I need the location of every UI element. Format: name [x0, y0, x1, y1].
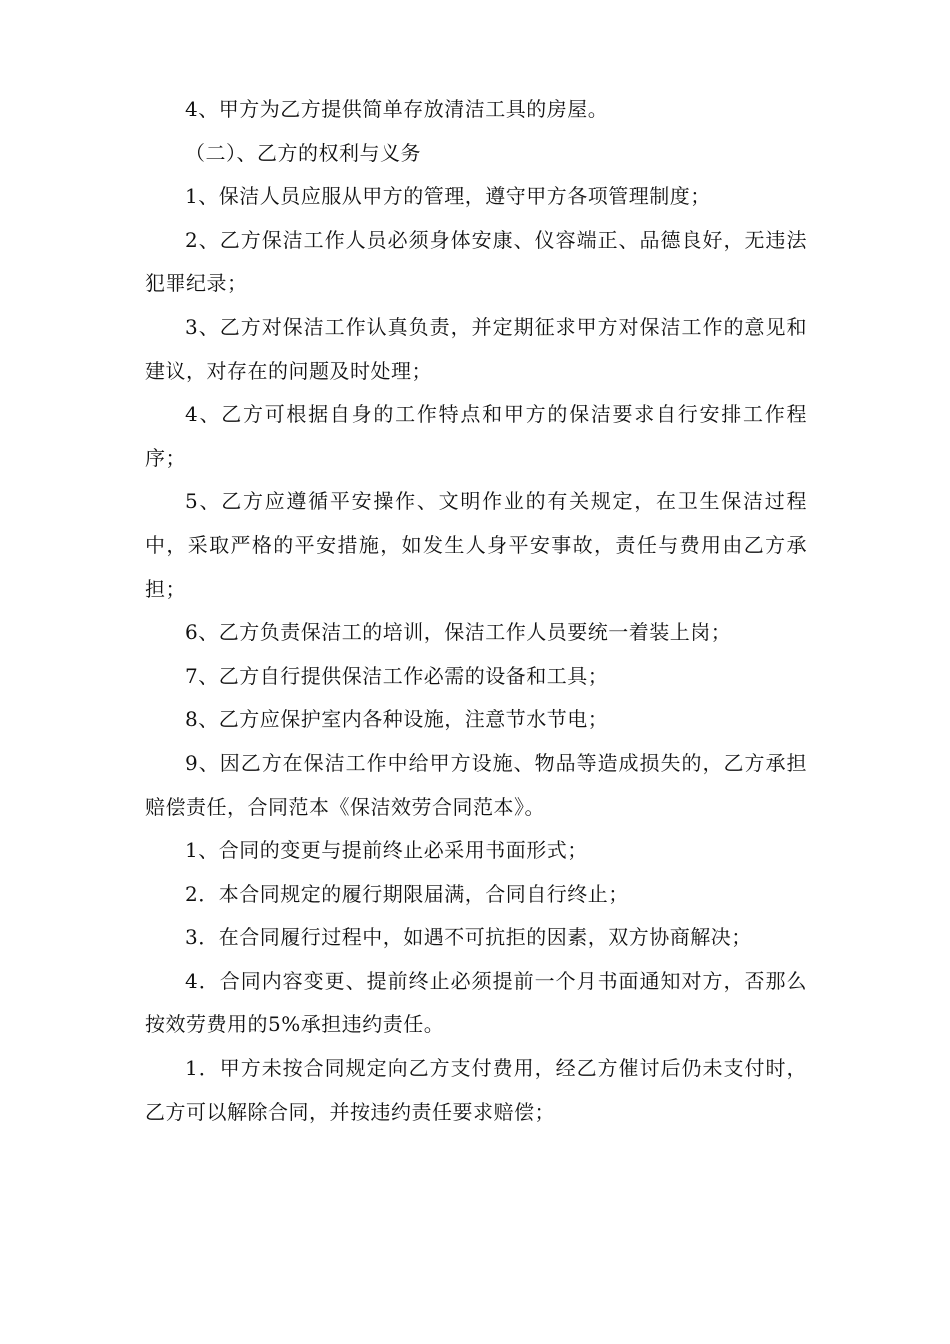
paragraph-2: 1、保洁人员应服从甲方的管理，遵守甲方各项管理制度； [185, 184, 711, 209]
paragraph-12: 2．本合同规定的履行期限届满，合同自行终止； [185, 881, 629, 906]
paragraph-14: 4．合同内容变更、提前终止必须提前一个月书面通知对方，否那么按效劳费用的5%承担违约责任。 [145, 968, 807, 1037]
paragraph-13: 3．在合同履行过程中，如遇不可抗拒的因素，双方协商解决； [185, 925, 752, 950]
paragraph-15: 1．甲方未按合同规定向乙方支付费用，经乙方催讨后仍未支付时，乙方可以解除合同，并按违约责任要求赔偿； [145, 1056, 807, 1124]
document-body [145, 88, 807, 1134]
paragraph-4: 3、乙方对保洁工作认真负责，并定期征求甲方对保洁工作的意见和建议，对存在的问题及时处理； [145, 314, 807, 383]
paragraph-11: 1、合同的变更与提前终止必采用书面形式； [185, 838, 588, 863]
paragraph-9: 8、乙方应保护室内各种设施，注意节水节电； [185, 707, 609, 732]
paragraph-1: 4、甲方为乙方提供简单存放清洁工具的房屋。 [185, 97, 609, 121]
paragraph-3: 2、乙方保洁工作人员必须身体安康、仪容端正、品德良好，无违法犯罪纪录； [145, 227, 807, 296]
paragraph-5: 4、乙方可根据自身的工作特点和甲方的保洁要求自行安排工作程序； [145, 402, 807, 470]
paragraph-7: 6、乙方负责保洁工的培训，保洁工作人员要统一着装上岗； [185, 620, 732, 645]
paragraph-8: 7、乙方自行提供保洁工作必需的设备和工具； [185, 663, 609, 688]
paragraph-6: 5、乙方应遵循平安操作、文明作业的有关规定，在卫生保洁过程中，采取严格的平安措施，如发生人身平安事故，责任与费用由乙方承担； [145, 489, 807, 601]
section-heading-party-b-rights: （二）、乙方的权利与义务 [185, 140, 421, 165]
paragraph-10: 9、因乙方在保洁工作中给甲方设施、物品等造成损失的，乙方承担赔偿责任，合同范本《保洁效劳合同范本》。 [145, 750, 807, 819]
